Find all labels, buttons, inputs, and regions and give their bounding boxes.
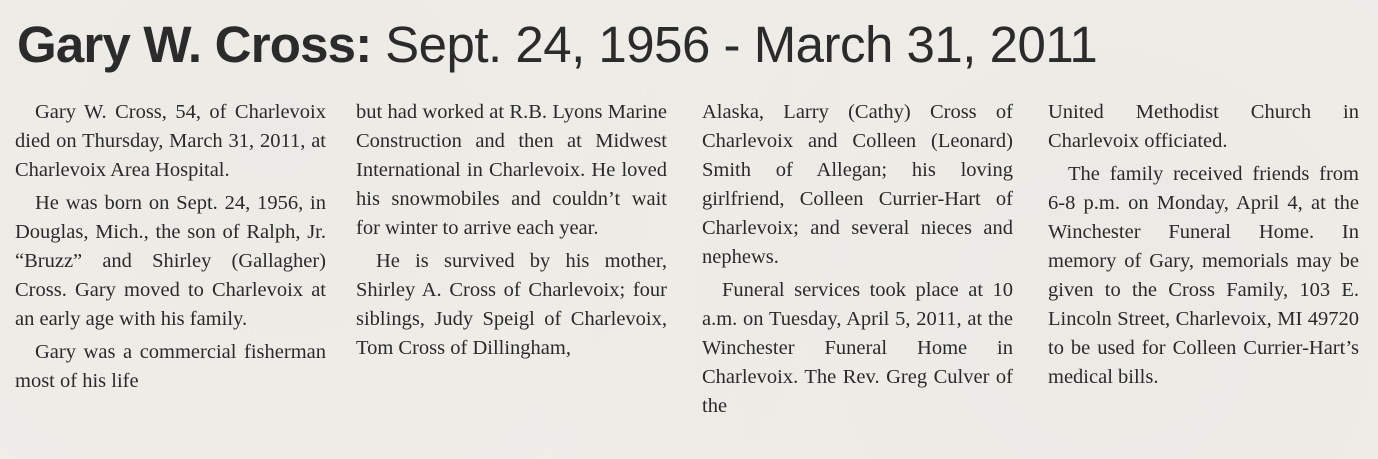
paragraph: Gary W. Cross, 54, of Charlevoix died on Thursday, March 31, 2011, at Charlevoix Area Hospital. — [15, 101, 326, 181]
paragraph: but had worked at R.B. Lyons Marine Construction and then at Midwest International in Charlevoix. He loved his snowmobiles and couldn’t wait for winter to arrive each year. — [356, 101, 667, 239]
paragraph: He was born on Sept. 24, 1956, in Douglas, Mich., the son of Ralph, Jr. “Bruzz” and Shirley (Gallagher) Cross. Gary moved to Charlevoix at an early age with his family. — [15, 192, 326, 330]
paragraph: He is survived by his mother, Shirley A. Cross of Charlevoix; four siblings, Judy Speigl of Charlevoix, Tom Cross of Dillingham, — [356, 250, 667, 359]
headline-name: Gary W. Cross: — [17, 16, 372, 73]
paragraph: Gary was a commercial fisherman most of his life — [15, 341, 326, 392]
paragraph: Funeral services took place at 10 a.m. on Tuesday, April 5, 2011, at the Winchester Funeral Home in Charlevoix. The Rev. Greg Culver of the — [702, 279, 1013, 417]
headline-dates: Sept. 24, 1956 - March 31, 2011 — [385, 16, 1098, 73]
paragraph: The family received friends from 6-8 p.m. on Monday, April 4, at the Winchester Funeral Home. In memory of Gary, memorials may be given to the Cross Family, 103 E. Lincoln Street, Charlevoix, MI 49720 to be used for Colleen Currier-Hart’s medical bills. — [1048, 163, 1359, 388]
text-column-4 — [1048, 98, 1359, 392]
paragraph: Alaska, Larry (Cathy) Cross of Charlevoix and Colleen (Leonard) Smith of Allegan; his loving girlfriend, Colleen Currier-Hart of Charlevoix; and several nieces and nephews. — [702, 101, 1013, 268]
text-column-3 — [702, 98, 1013, 421]
text-column-1 — [15, 98, 326, 396]
text-column-2 — [356, 98, 667, 363]
obituary-headline — [17, 14, 1097, 76]
paragraph: United Methodist Church in Charlevoix officiated. — [1048, 101, 1359, 152]
